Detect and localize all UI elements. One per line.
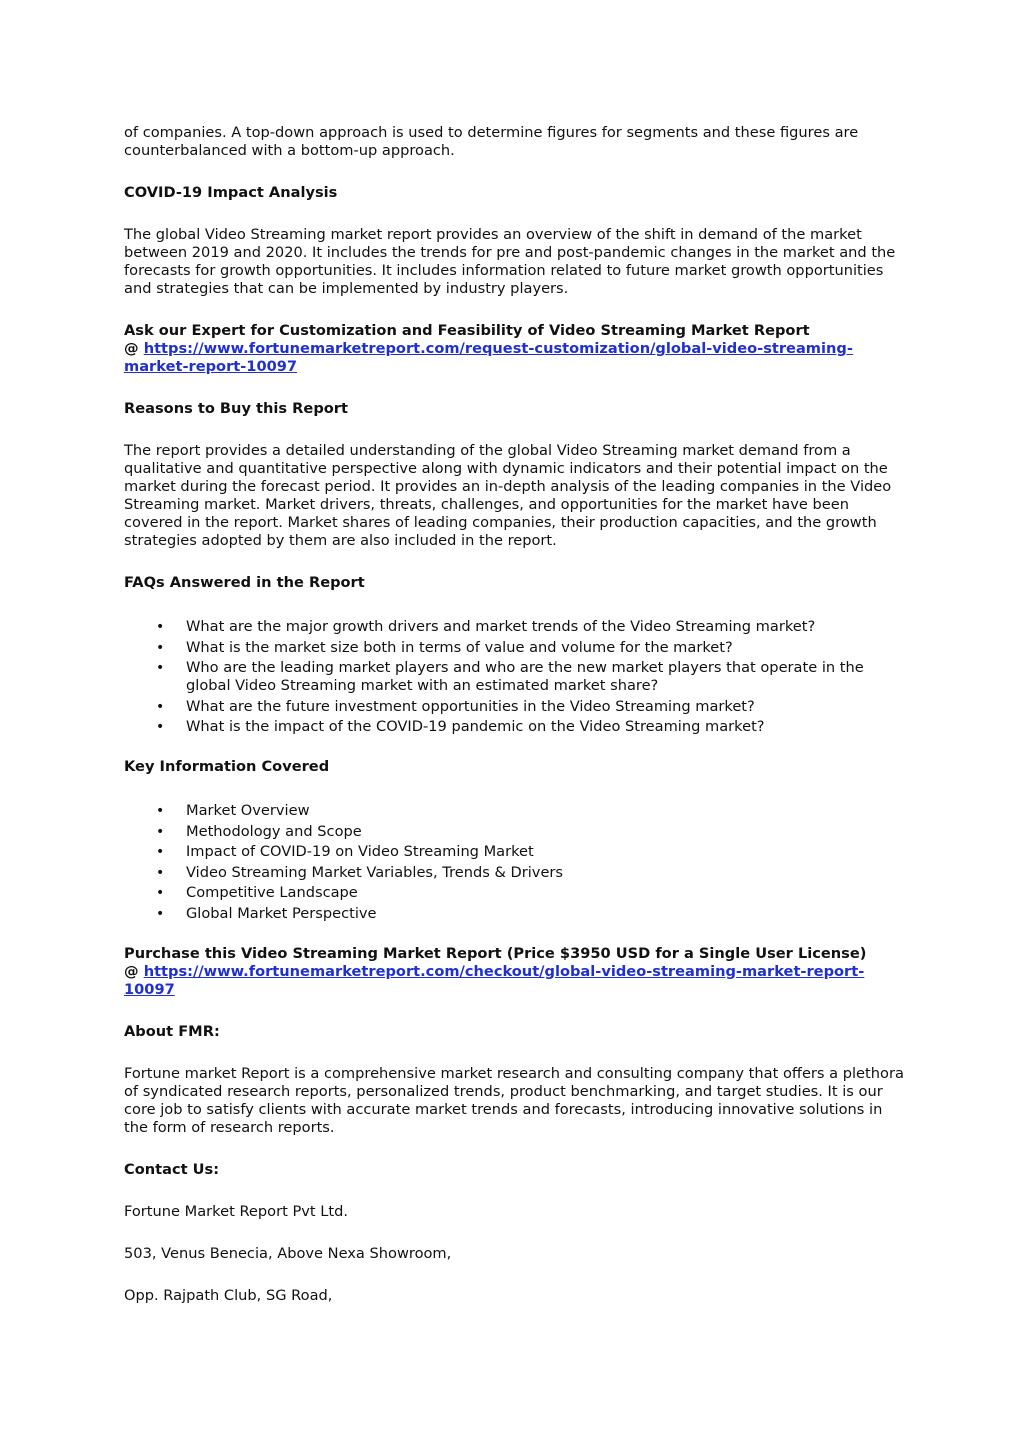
intro-paragraph: of companies. A top-down approach is used to determine figures for segments and these figures are counterbalanced with a bottom-up approach. xyxy=(124,124,859,159)
purchase-heading xyxy=(124,945,904,999)
about-heading: About FMR: xyxy=(124,1022,220,1040)
list-item-text: Market Overview xyxy=(186,802,310,819)
list-item xyxy=(124,802,904,820)
list-item-text: Who are the leading market players and who are the new market players that operate in the global Video Streaming market with an estimated market share? xyxy=(186,659,864,694)
list-item-text: Global Market Perspective xyxy=(186,904,377,922)
covid-heading: COVID-19 Impact Analysis xyxy=(124,184,338,201)
list-item xyxy=(124,905,904,923)
contact-company: Fortune Market Report Pvt Ltd. xyxy=(124,1202,349,1220)
bullet-icon: • xyxy=(156,864,165,881)
list-item-text: Video Streaming Market Variables, Trends & Drivers xyxy=(186,863,564,881)
expert-heading-text: Ask our Expert for Customization and Feasibility of Video Streaming Market Report xyxy=(124,322,810,339)
bullet-icon: • xyxy=(156,639,165,656)
list-item-text: What is the impact of the COVID-19 pandemic on the Video Streaming market? xyxy=(186,718,765,735)
list-item xyxy=(124,864,904,882)
bullet-icon: • xyxy=(156,698,165,715)
list-item xyxy=(124,823,904,841)
contact-heading: Contact Us: xyxy=(124,1160,220,1178)
list-item-text: What are the major growth drivers and market trends of the Video Streaming market? xyxy=(186,618,816,635)
reasons-paragraph: The report provides a detailed understanding of the global Video Streaming market demand from a qualitative and quantitative perspective along with dynamic indicators and their potential impact on the market during the forecast period. It provides an in-depth analysis of the leading companies in the Video Streaming market. Market drivers, threats, challenges, and opportunities for the market have been covered in the report. Market shares of leading companies, their production capacities, and the growth strategies adopted by them are also included in the report. xyxy=(124,442,892,549)
list-item xyxy=(124,843,904,861)
bullet-icon: • xyxy=(156,823,165,840)
list-item xyxy=(124,698,904,716)
bullet-icon: • xyxy=(156,844,165,860)
list-item xyxy=(124,659,904,695)
bullet-icon: • xyxy=(156,660,165,676)
customization-link[interactable]: https://www.fortunemarketreport.com/request-customization/global-video-streaming-market-report-10097 xyxy=(124,340,853,375)
bullet-icon: • xyxy=(156,619,165,635)
faqs-list xyxy=(124,618,904,736)
bullet-icon: • xyxy=(156,885,165,901)
reasons-heading: Reasons to Buy this Report xyxy=(124,400,348,417)
list-item xyxy=(124,718,904,736)
list-item xyxy=(124,884,904,902)
checkout-link[interactable]: https://www.fortunemarketreport.com/checkout/global-video-streaming-market-report-10097 xyxy=(124,962,865,998)
expert-heading xyxy=(124,322,904,376)
document-page xyxy=(124,124,904,1305)
list-item-text: What is the market size both in terms of value and volume for the market? xyxy=(186,638,733,656)
key-info-list xyxy=(124,802,904,923)
list-item-text: What are the future investment opportunities in the Video Streaming market? xyxy=(186,697,755,715)
list-item-text: Impact of COVID-19 on Video Streaming Market xyxy=(186,843,534,860)
about-paragraph: Fortune market Report is a comprehensive market research and consulting company that offers a plethora of syndicated research reports, personalized trends, product benchmarking, and target studies. It is our core job to satisfy clients with accurate market trends and forecasts, introducing innovative solutions in the form of research reports. xyxy=(124,1064,904,1136)
contact-address-line-2: Opp. Rajpath Club, SG Road, xyxy=(124,1286,333,1304)
faqs-list-container xyxy=(124,618,904,736)
key-info-heading: Key Information Covered xyxy=(124,758,330,775)
covid-paragraph: The global Video Streaming market report provides an overview of the shift in demand of the market between 2019 and 2020. It includes the trends for pre and post-pandemic changes in the market and the forecasts for growth opportunities. It includes information related to future market growth opportunities and strategies that can be implemented by industry players. xyxy=(124,226,896,297)
purchase-at-symbol: @ xyxy=(124,962,144,980)
list-item-text: Methodology and Scope xyxy=(186,822,362,840)
faqs-heading: FAQs Answered in the Report xyxy=(124,574,365,591)
list-item xyxy=(124,618,904,636)
key-info-list-container xyxy=(124,802,904,923)
contact-address-line-1: 503, Venus Benecia, Above Nexa Showroom, xyxy=(124,1244,452,1262)
bullet-icon: • xyxy=(156,719,165,735)
list-item xyxy=(124,639,904,657)
expert-at-symbol: @ xyxy=(124,340,144,357)
bullet-icon: • xyxy=(156,905,165,922)
list-item-text: Competitive Landscape xyxy=(186,884,358,901)
bullet-icon: • xyxy=(156,803,165,819)
purchase-heading-text: Purchase this Video Streaming Market Report (Price $3950 USD for a Single User License) xyxy=(124,944,867,962)
